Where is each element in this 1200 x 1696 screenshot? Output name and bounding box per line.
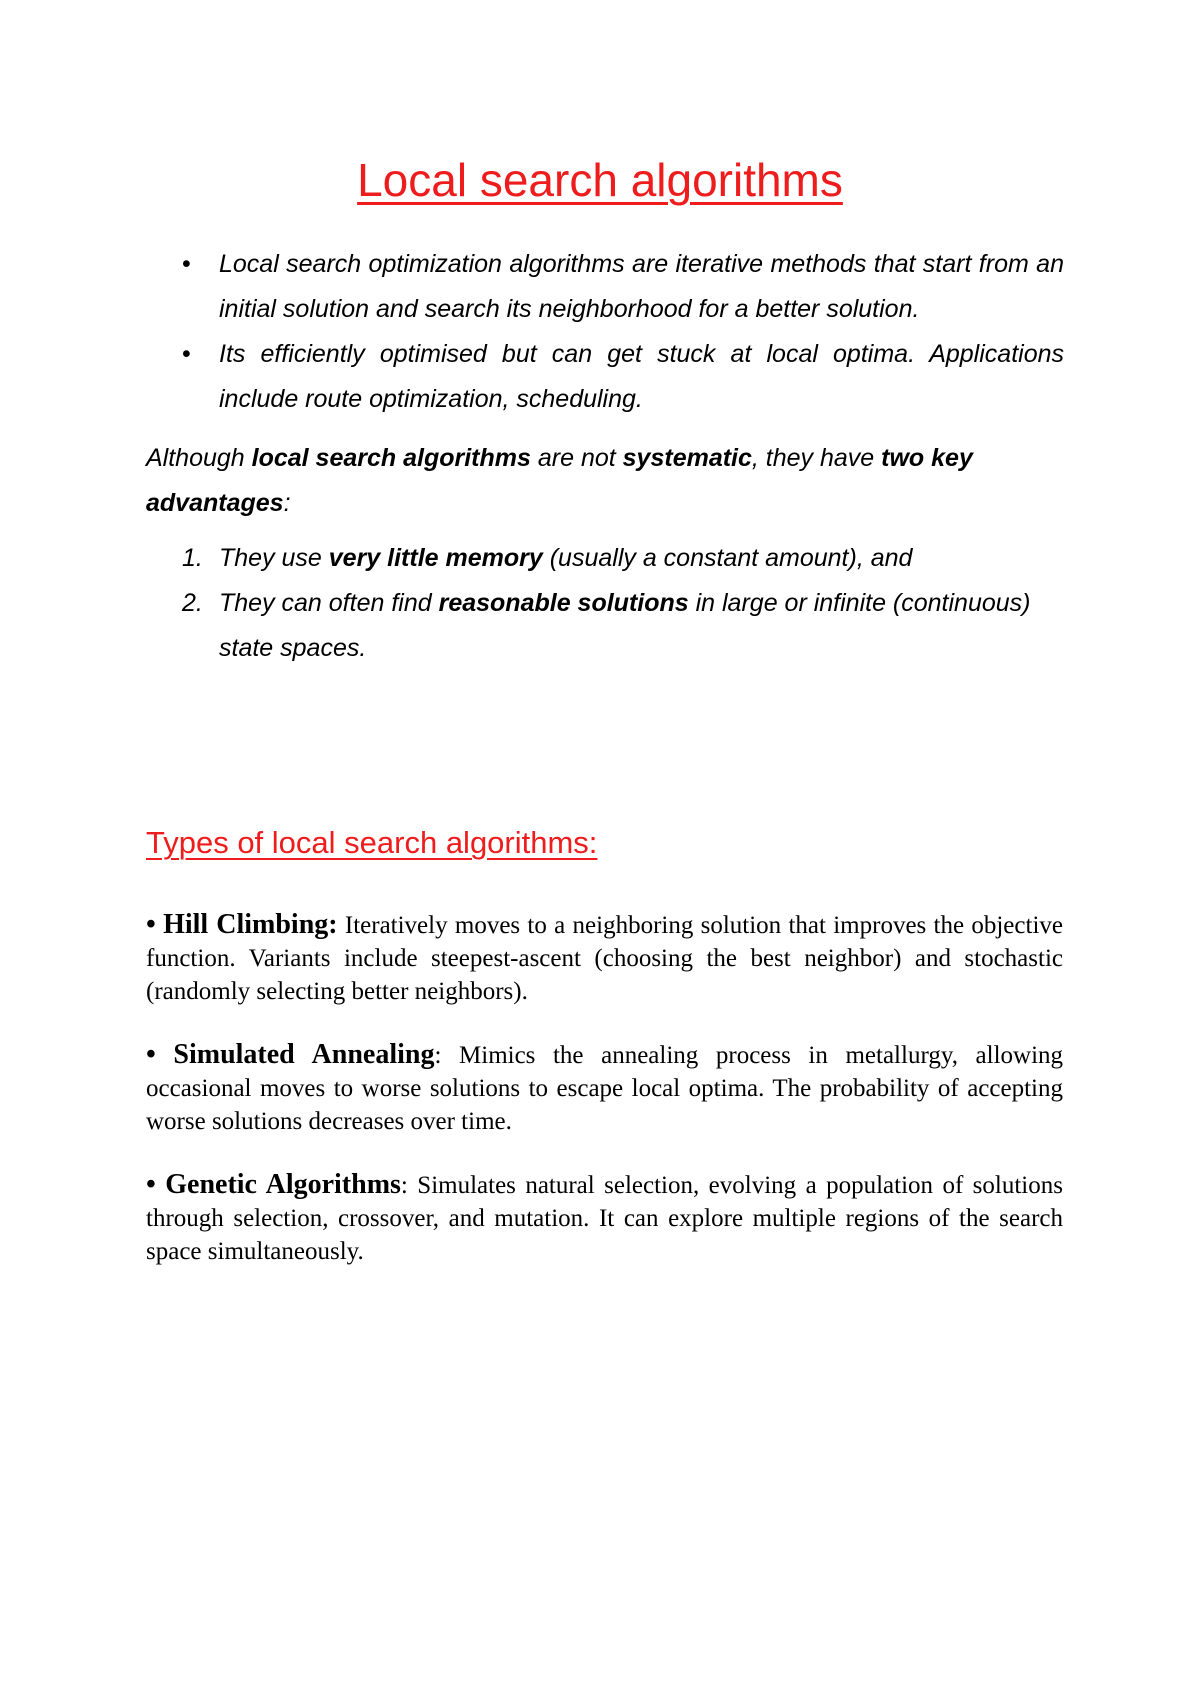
item-text: They use	[219, 544, 329, 572]
item-text: (usually a constant amount), and	[542, 544, 913, 572]
bullet-icon: •	[146, 1169, 156, 1200]
types-heading: Types of local search algorithms:	[146, 825, 598, 860]
emphasis-two-key-advantages: two key advantages	[146, 444, 973, 517]
list-number: 2.	[182, 589, 203, 617]
types-section	[146, 908, 1063, 1298]
type-description: Iteratively moves to a neighboring solution that improves the objective function. Variants include steepest-ascent (choosing the best neighbor) and stochastic (randomly selecting better neighbors).	[146, 912, 1063, 1005]
type-description: : Mimics the annealing process in metallurgy, allowing occasional moves to worse solutions to escape local optima. The probability of accepting worse solutions decreases over time.	[146, 1042, 1064, 1135]
bullet-icon: •	[182, 340, 191, 368]
type-hill-climbing	[146, 908, 1063, 1008]
emphasis-local-search: local search algorithms	[251, 444, 531, 472]
item-emphasis: reasonable solutions	[438, 589, 689, 617]
paragraph-text: , they have	[751, 444, 882, 472]
item-text: in large or infinite (continuous) state spaces.	[219, 589, 1031, 662]
bullet-text: Local search optimization algorithms are iterative methods that start from an initial solution and search its neighborhood for a better solution.	[219, 250, 1064, 323]
paragraph-text: :	[283, 489, 291, 517]
intro-bullet-list	[146, 242, 1064, 422]
bullet-icon: •	[146, 1039, 156, 1070]
list-item	[146, 242, 1064, 332]
paragraph-text: are not	[530, 444, 623, 472]
paragraph-text: Although	[146, 444, 252, 472]
list-item	[146, 332, 1064, 422]
list-number: 1.	[182, 544, 203, 572]
bullet-icon: •	[182, 250, 191, 278]
emphasis-systematic: systematic	[622, 444, 752, 472]
item-emphasis: very little memory	[328, 544, 543, 572]
list-item	[146, 536, 1064, 581]
item-text: They can often find	[219, 589, 439, 617]
advantages-paragraph	[146, 436, 1064, 526]
type-name: Simulated Annealing	[173, 1039, 435, 1070]
bullet-text: Its efficiently optimised but can get stuck at local optima. Applications include route optimization, scheduling.	[219, 340, 1064, 413]
type-simulated-annealing	[146, 1038, 1063, 1138]
bullet-icon: •	[146, 909, 156, 940]
type-genetic-algorithms	[146, 1168, 1063, 1268]
intro-section	[146, 242, 1064, 671]
list-item	[146, 581, 1064, 671]
page-title: Local search algorithms	[357, 154, 843, 206]
type-name: Hill Climbing:	[163, 909, 338, 940]
type-name: Genetic Algorithms	[165, 1169, 401, 1200]
type-description: : Simulates natural selection, evolving a population of solutions through selection, crossover, and mutation. It can explore multiple regions of the search space simultaneously.	[146, 1172, 1063, 1265]
advantages-list	[146, 536, 1064, 671]
